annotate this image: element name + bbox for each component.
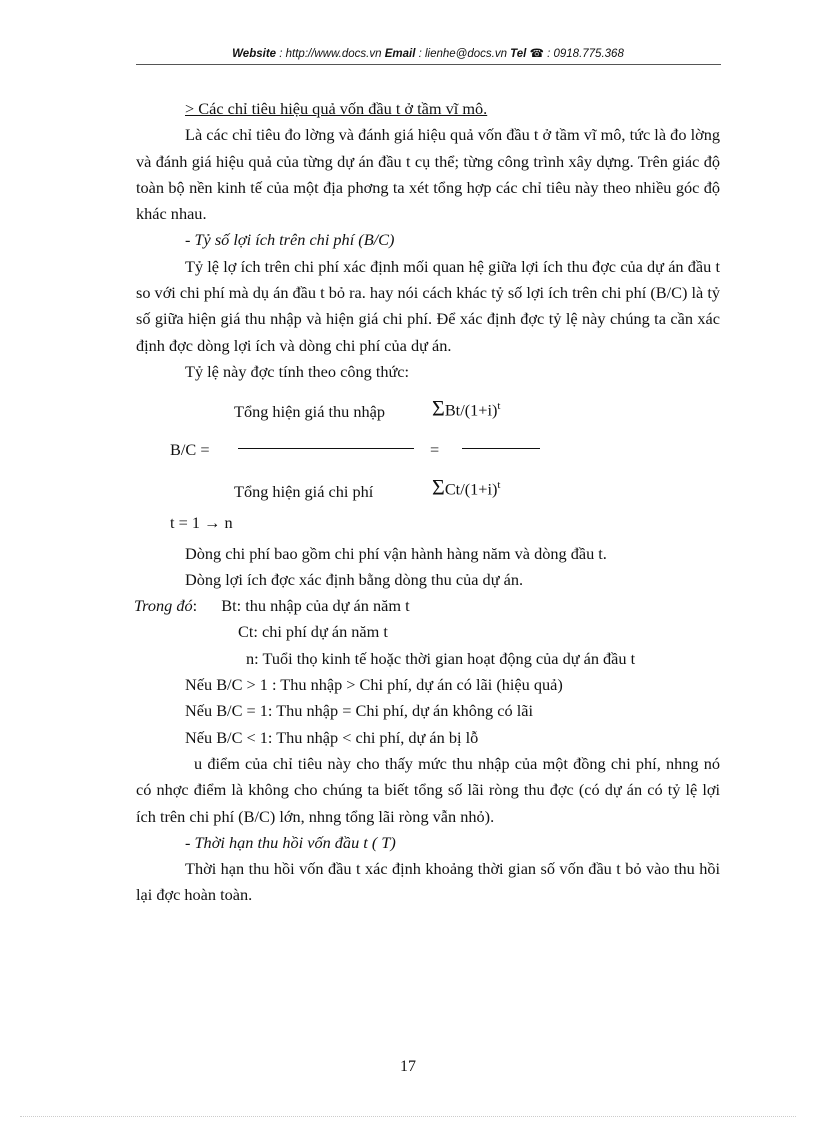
cost-flow-line: Dòng chi phí bao gồm chi phí vận hành hàng năm và dòng đầu t. [185, 543, 607, 563]
phone-icon: ☎ [529, 48, 544, 60]
denominator-text: Tổng hiện giá chi phí [234, 482, 374, 502]
header-rule [136, 64, 721, 65]
advantage-paragraph: u điểm của chỉ tiêu này cho thấy mức thu nhập của một đồng chi phí, nhng nó có nhợc điểm là không cho chúng ta biết tổng số lãi ròng thu đợc (có dự án có tỷ lệ lợi ích trên chi phí (B/C) lớn, nhng tổng lãi ròng vẫn nhỏ). [136, 753, 720, 826]
numerator-sum: Σ [432, 395, 445, 421]
page-number: 17 [400, 1058, 416, 1075]
definition-n: n: Tuổi thọ kinh tế hoặc thời gian hoạt động của dự án đầu t [246, 648, 636, 668]
benefit-flow-line: Dòng lợi ích đợc xác định bằng dòng thu của dự án. [185, 569, 524, 589]
bc-heading: - Tỷ số lợi ích trên chi phí (B/C) [185, 230, 395, 250]
website-label: Website [232, 48, 277, 60]
intro-paragraph: Là các chỉ tiêu đo lờng và đánh giá hiệu quả vốn đầu t ở tầm vĩ mô, tức là đo lờng và đánh giá hiệu quả của từng dự án đầu t cụ thể; từng công trình xây dựng. Trên giác độ toàn bộ nền kinh tế của một địa phơng ta xét tổng hợp các chỉ tiêu này theo nhiều góc độ khác nhau. [136, 125, 720, 224]
payback-paragraph: Thời hạn thu hồi vốn đầu t xác định khoảng thời gian số vốn đầu t bỏ vào thu hồi lại đợc hoàn toàn. [136, 859, 720, 905]
arrow-icon: → [204, 513, 221, 533]
numerator-exp: t [497, 400, 501, 413]
numerator-text: Tổng hiện giá thu nhập [234, 402, 386, 422]
page-body [136, 96, 720, 909]
formula-equals: = [430, 440, 440, 460]
condition-equal: Nếu B/C = 1: Thu nhập = Chi phí, dự án không có lãi [185, 701, 533, 721]
fraction-bar [238, 448, 414, 449]
denominator-expr: Ct/(1+i) [444, 479, 498, 499]
email-label: Email [384, 48, 416, 60]
summation-range: t = 1 → n [170, 513, 233, 533]
definition-bt: Trong đó: Bt: thu nhập của dự án năm t [134, 596, 410, 616]
tel-label: Tel [510, 48, 527, 60]
bc-paragraph: Tỷ lệ lợ ích trên chi phí xác định mối quan hệ giữa lợi ích thu đợc của dự án đầu t so với chi phí mà dụ án đầu t bỏ ra. hay nói cách khác tỷ số lợi ích trên chi phí (B/C) là tỷ số giữa hiện giá thu nhập và hiện giá chi phí. Để xác định đợc tỷ lệ này chúng ta cần xác định đợc dòng lợi ích và dòng chi phí của dự án. [136, 256, 720, 355]
where-label: Trong đó [134, 596, 193, 616]
formula-lhs: B/C = [170, 440, 210, 460]
tel-value: : 0918.775.368 [543, 48, 624, 60]
section-heading: > Các chỉ tiêu hiệu quả vốn đầu t ở tầm vĩ mô. [185, 99, 488, 118]
email-value: : lienhe@docs.vn [415, 48, 511, 60]
page-header [136, 46, 720, 60]
denominator-exp: t [497, 479, 501, 492]
website-value: : http://www.docs.vn [276, 48, 385, 60]
definition-ct: Ct: chi phí dự án năm t [238, 622, 388, 642]
payback-heading: - Thời hạn thu hồi vốn đầu t ( T) [185, 832, 396, 852]
bc-formula [136, 391, 720, 506]
fraction-bar-right [462, 448, 540, 449]
formula-intro: Tỷ lệ này đợc tính theo công thức: [185, 361, 410, 381]
denominator-sum: Σ [432, 474, 445, 500]
footer-dotted-rule [20, 1116, 796, 1117]
condition-less: Nếu B/C < 1: Thu nhập < chi phí, dự án bị lỗ [185, 727, 479, 747]
condition-greater: Nếu B/C > 1 : Thu nhập > Chi phí, dự án có lãi (hiệu quả) [185, 675, 563, 695]
numerator-expr: Bt/(1+i) [444, 400, 498, 420]
